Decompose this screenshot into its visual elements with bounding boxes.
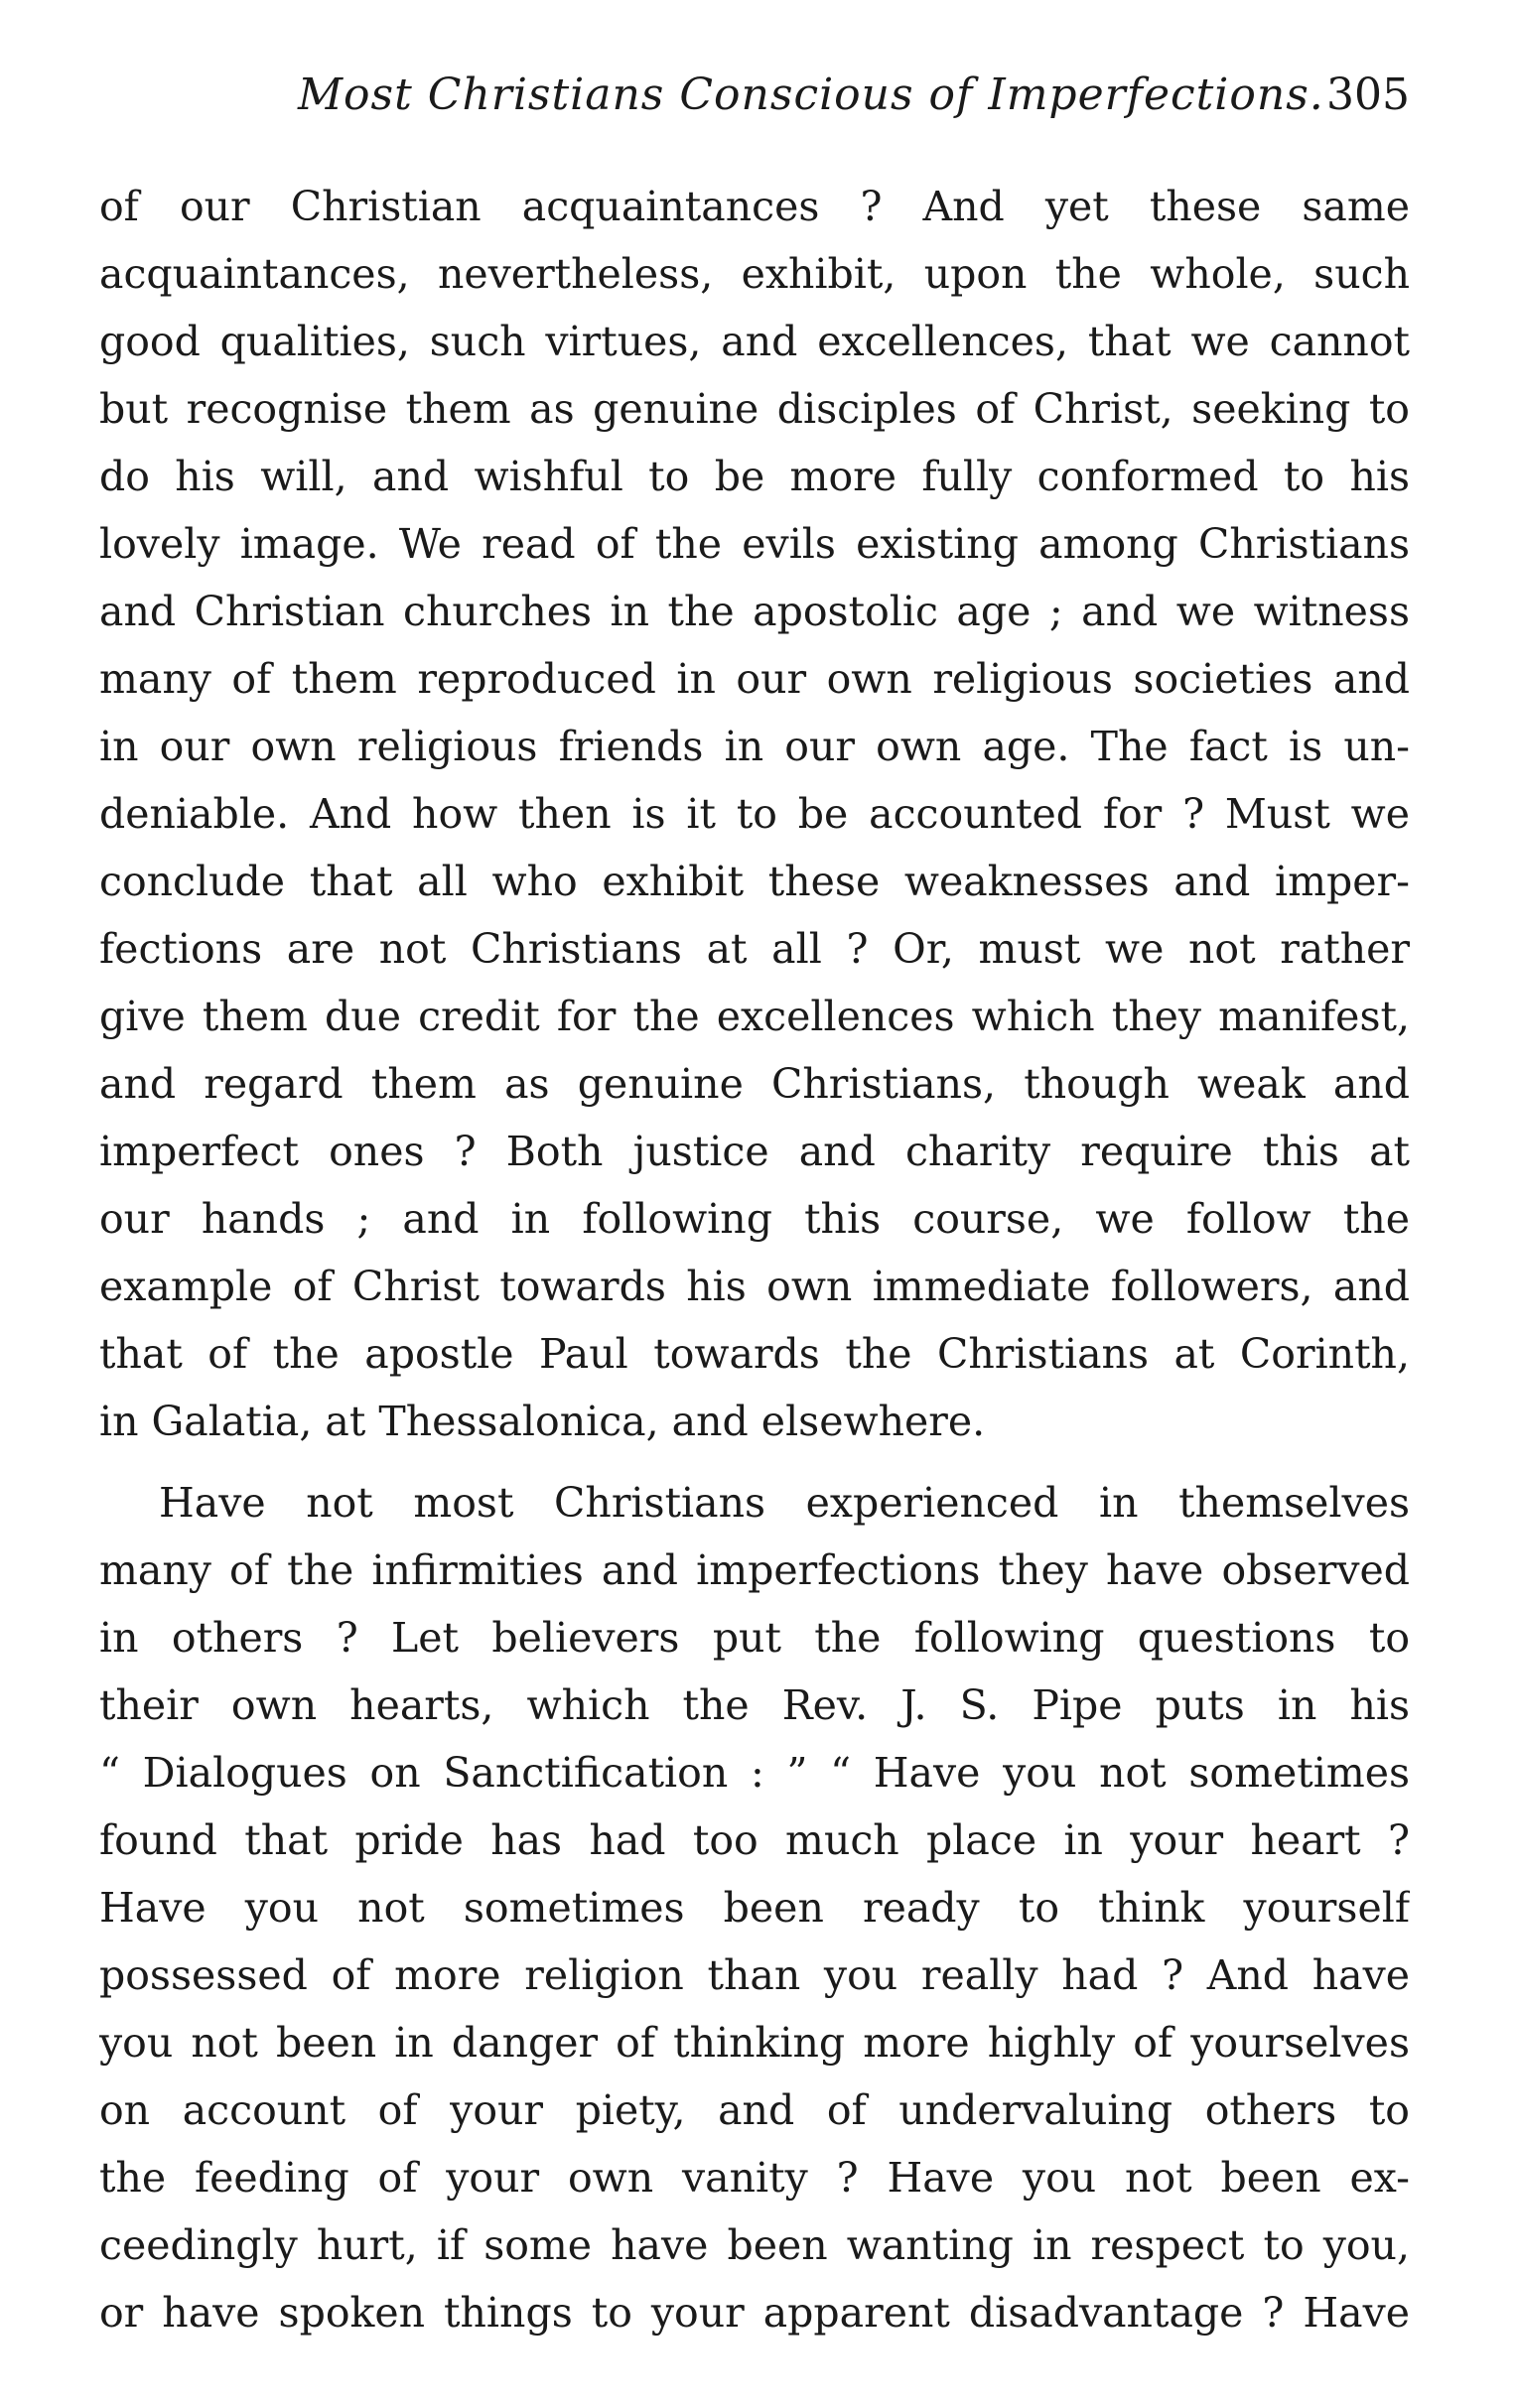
text-line: deniable. And how then is it to be accounted for ? Must we <box>99 790 1410 838</box>
paragraph-1 <box>99 173 1410 1455</box>
text-line: imperfect ones ? Both justice and charity require this at <box>99 1128 1410 1175</box>
text-line: or have spoken things to your apparent disadvantage ? Have <box>99 2289 1410 2337</box>
text-line: their own hearts, which the Rev. J. S. Pipe puts in his <box>99 1681 1410 1729</box>
text-line: in our own religious friends in our own age. The fact is un- <box>99 723 1410 770</box>
text-line: but recognise them as genuine disciples of Christ, seeking to <box>99 385 1410 433</box>
text-line: Have you not sometimes been ready to think yourself <box>99 1884 1410 1932</box>
text-line: conclude that all who exhibit these weaknesses and imper- <box>99 858 1410 905</box>
text-line: you not been in danger of thinking more highly of yourselves <box>99 2019 1410 2067</box>
text-line: ceedingly hurt, if some have been wanting in respect to you, <box>99 2221 1410 2269</box>
text-line: our hands ; and in following this course, we follow the <box>99 1195 1410 1243</box>
text-line: many of the infirmities and imperfections they have observed <box>99 1546 1410 1594</box>
page-header <box>298 69 1410 129</box>
text-line: the feeding of your own vanity ? Have you not been ex- <box>99 2154 1410 2202</box>
text-line: in Galatia, at Thessalonica, and elsewhere. <box>99 1398 986 1445</box>
text-line: and regard them as genuine Christians, though weak and <box>99 1060 1410 1108</box>
text-line: “ Dialogues on Sanctification : ” “ Have you not sometimes <box>99 1749 1410 1797</box>
page-body <box>99 173 1410 2346</box>
text-line: in others ? Let believers put the following questions to <box>99 1614 1410 1662</box>
text-line: do his will, and wishful to be more fully conformed to his <box>99 453 1410 500</box>
paragraph-2 <box>99 1469 1410 2346</box>
text-line: fections are not Christians at all ? Or, must we not rather <box>99 925 1410 973</box>
text-line: and Christian churches in the apostolic age ; and we witness <box>99 588 1410 635</box>
text-line: found that pride has had too much place in your heart ? <box>99 1816 1410 1864</box>
text-line: give them due credit for the excellences which they manifest, <box>99 993 1410 1040</box>
text-line: acquaintances, nevertheless, exhibit, upon the whole, such <box>99 250 1410 298</box>
text-line: that of the apostle Paul towards the Christians at Corinth, <box>99 1330 1410 1378</box>
text-line: example of Christ towards his own immediate followers, and <box>99 1263 1410 1310</box>
text-line: possessed of more religion than you really had ? And have <box>99 1951 1410 1999</box>
text-line: on account of your piety, and of undervaluing others to <box>99 2086 1410 2134</box>
running-title: Most Christians Conscious of Imperfections. <box>298 69 1324 120</box>
text-line: good qualities, such virtues, and excellences, that we cannot <box>99 318 1410 365</box>
text-line: many of them reproduced in our own religious societies and <box>99 655 1410 703</box>
text-line: lovely image. We read of the evils existing among Christians <box>99 520 1410 568</box>
page-number: 305 <box>1326 69 1410 120</box>
text-line: of our Christian acquaintances ? And yet these same <box>99 183 1410 230</box>
text-line: Have not most Christians experienced in themselves <box>159 1479 1410 1527</box>
